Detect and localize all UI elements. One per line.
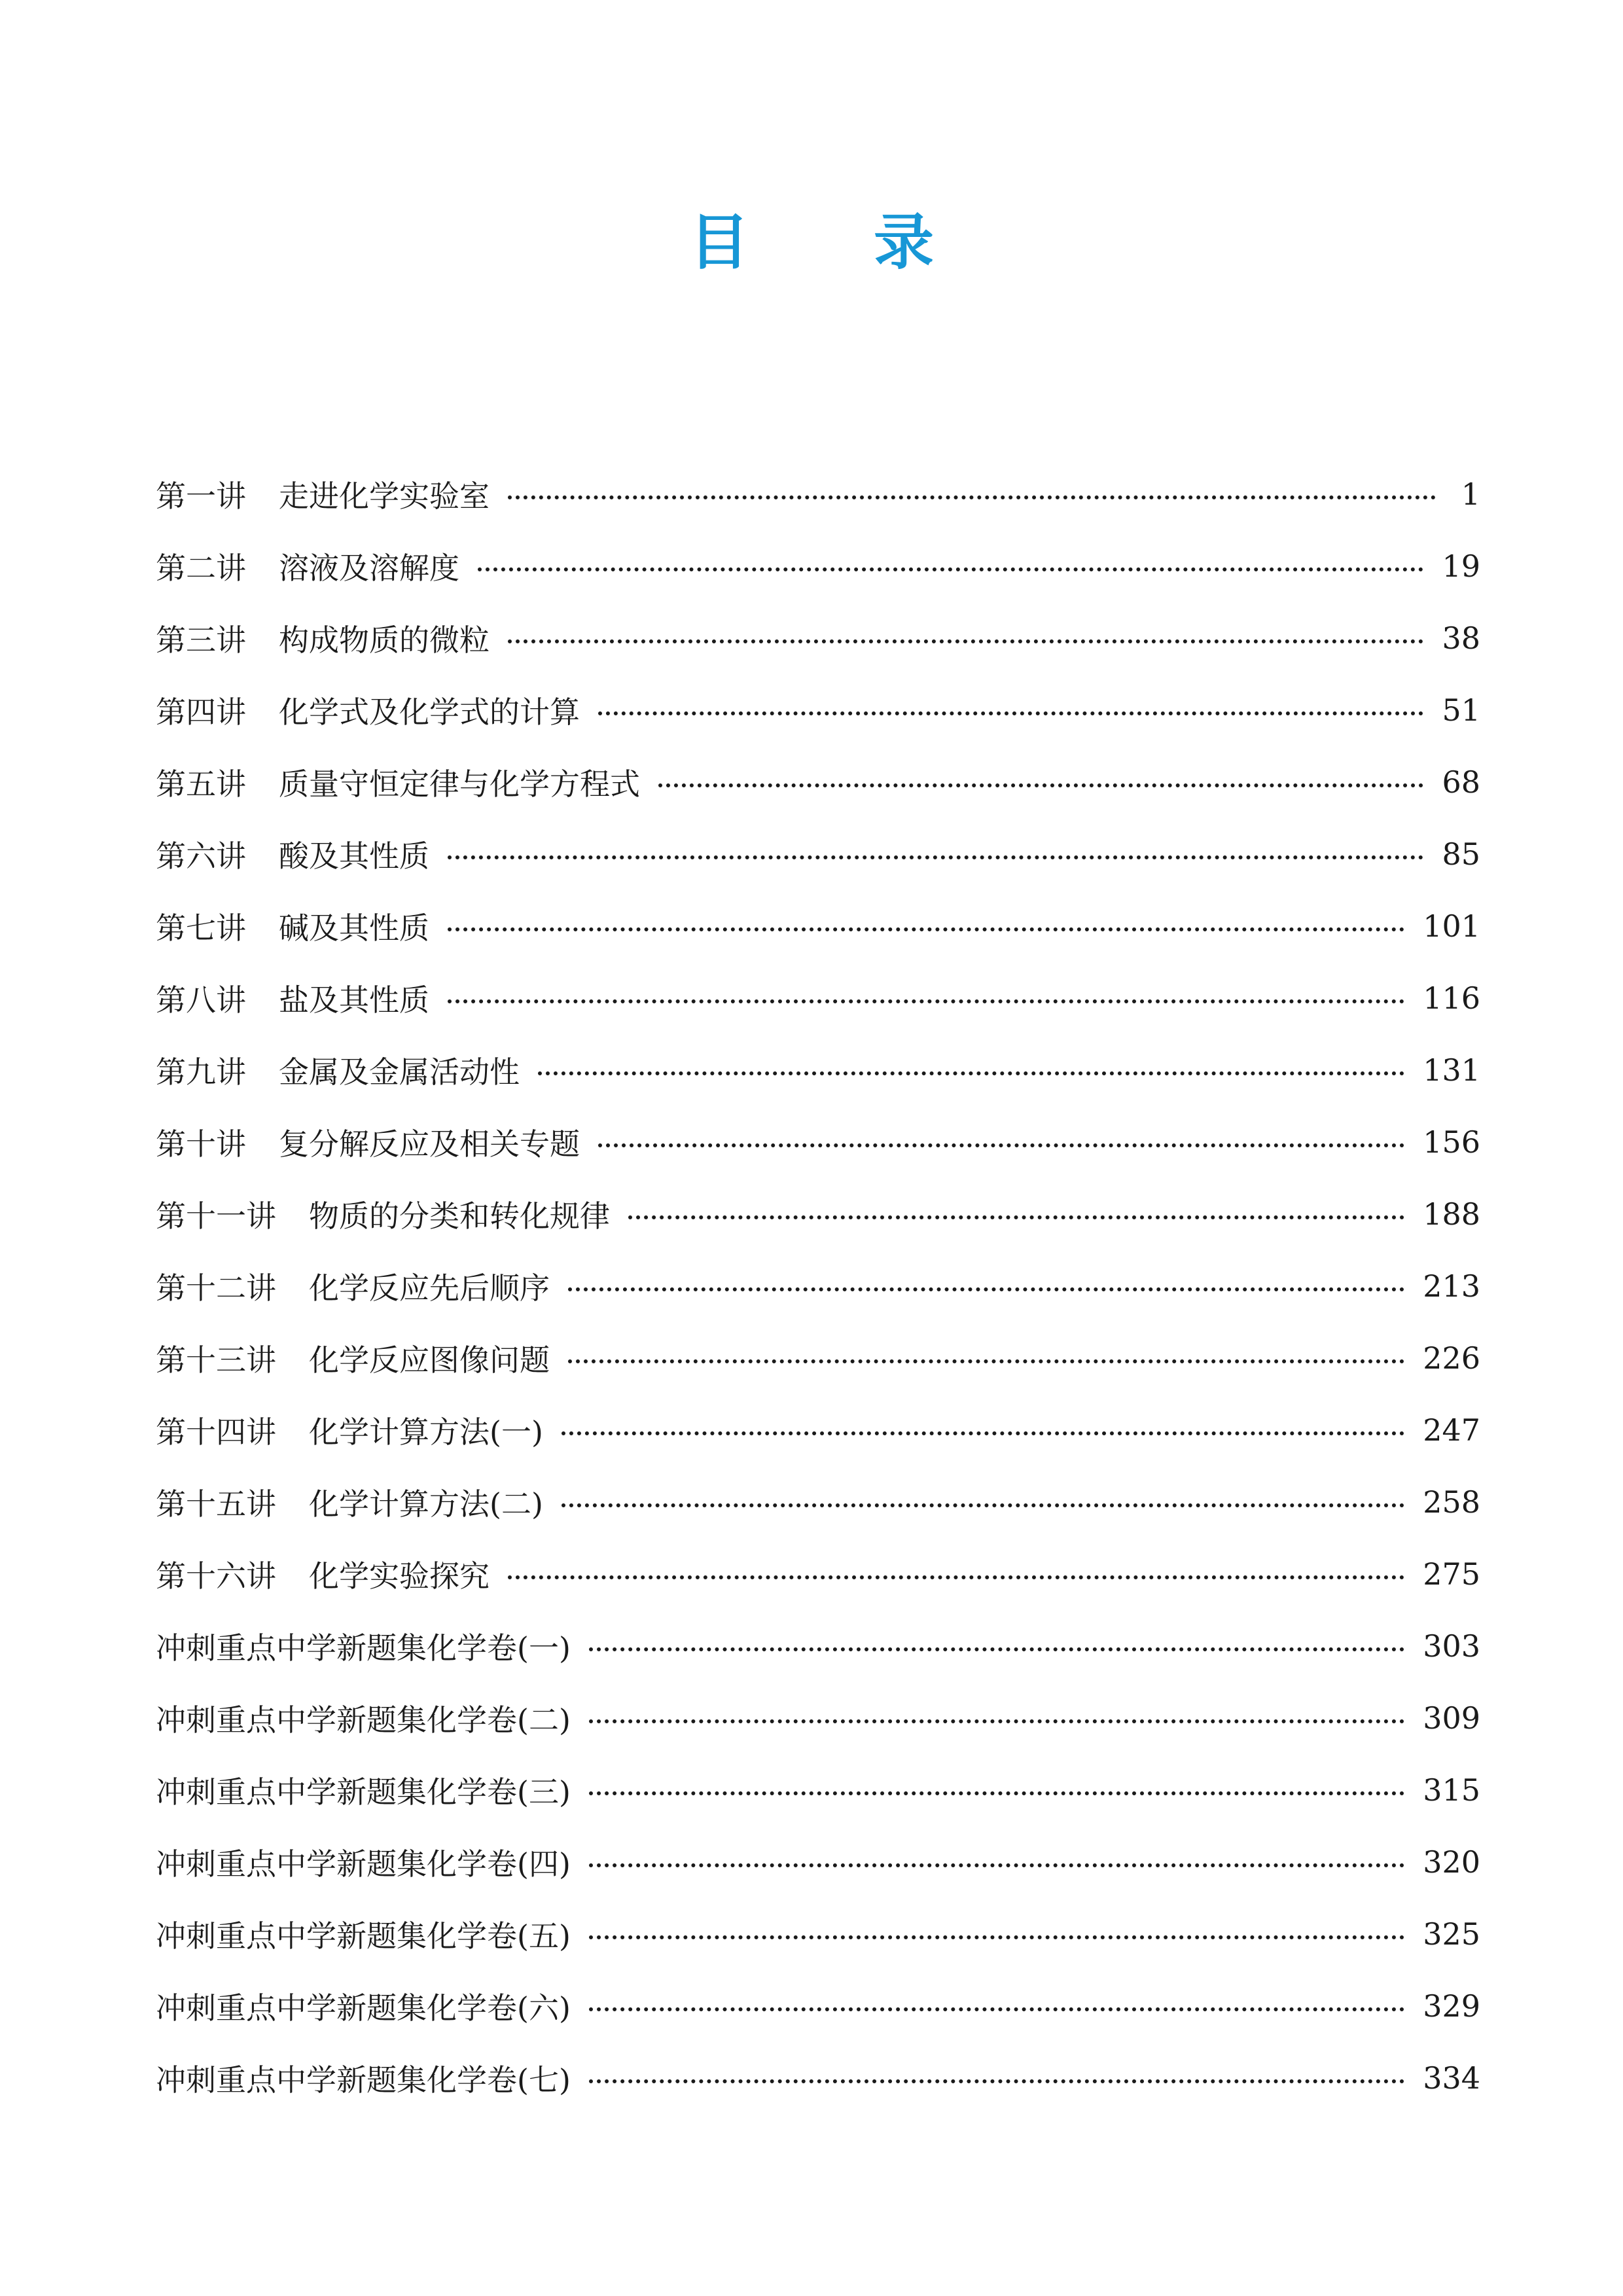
toc-chapter-number: 第十二讲 bbox=[156, 1270, 276, 1306]
toc-entry[interactable] bbox=[156, 1898, 1480, 1970]
toc-page-number: 226 bbox=[1423, 1340, 1480, 1376]
toc-page-number: 334 bbox=[1423, 2060, 1480, 2096]
toc-title: 冲刺重点中学新题集化学卷(三) bbox=[156, 1774, 571, 1810]
toc-page-number: 38 bbox=[1442, 620, 1480, 656]
toc-leader-dots bbox=[589, 2003, 1404, 2011]
toc-leader-dots bbox=[628, 1211, 1404, 1219]
toc-title: 物质的分类和转化规律 bbox=[309, 1198, 610, 1234]
toc-entry[interactable] bbox=[156, 1034, 1480, 1106]
toc-title: 碱及其性质 bbox=[279, 910, 429, 946]
toc-title: 冲刺重点中学新题集化学卷(五) bbox=[156, 1918, 571, 1954]
toc-title: 冲刺重点中学新题集化学卷(二) bbox=[156, 1702, 571, 1738]
toc-page-number: 131 bbox=[1423, 1052, 1480, 1088]
toc-title: 走进化学实验室 bbox=[279, 478, 490, 514]
toc-chapter-number: 第四讲 bbox=[156, 694, 246, 730]
toc-page-number: 320 bbox=[1423, 1844, 1480, 1880]
toc-title: 化学反应先后顺序 bbox=[309, 1270, 550, 1306]
toc-page-number: 315 bbox=[1423, 1772, 1480, 1808]
toc-title: 化学计算方法(一) bbox=[309, 1414, 543, 1450]
title-char-2: 录 bbox=[874, 207, 935, 278]
toc-leader-dots bbox=[589, 1859, 1404, 1867]
toc-leader-dots bbox=[448, 924, 1404, 931]
toc-entry[interactable] bbox=[156, 1466, 1480, 1538]
toc-page-number: 156 bbox=[1423, 1124, 1480, 1160]
toc-title: 质量守恒定律与化学方程式 bbox=[279, 766, 640, 802]
toc-chapter-number: 第十六讲 bbox=[156, 1558, 276, 1594]
toc-page-number: 303 bbox=[1423, 1628, 1480, 1664]
toc-page-number: 85 bbox=[1442, 836, 1480, 872]
toc-leader-dots bbox=[448, 996, 1404, 1003]
toc-chapter-number: 第六讲 bbox=[156, 838, 246, 874]
toc-entry[interactable] bbox=[156, 1538, 1480, 1610]
toc-leader-dots bbox=[478, 564, 1423, 571]
toc-leader-dots bbox=[562, 1499, 1404, 1507]
toc-title: 酸及其性质 bbox=[279, 838, 429, 874]
toc-entry[interactable] bbox=[156, 1394, 1480, 1466]
toc-chapter-number: 第二讲 bbox=[156, 550, 246, 586]
toc-page-number: 116 bbox=[1423, 980, 1480, 1016]
toc-entry[interactable] bbox=[156, 890, 1480, 962]
page-title bbox=[0, 203, 1623, 281]
toc-page-number: 309 bbox=[1423, 1700, 1480, 1736]
toc-title: 复分解反应及相关专题 bbox=[279, 1126, 580, 1162]
toc-title: 金属及金属活动性 bbox=[279, 1054, 520, 1090]
toc-chapter-number: 第一讲 bbox=[156, 478, 246, 514]
toc-leader-dots bbox=[508, 492, 1436, 499]
toc-title: 冲刺重点中学新题集化学卷(七) bbox=[156, 2062, 571, 2098]
toc-leader-dots bbox=[589, 1931, 1404, 1939]
toc-chapter-number: 第九讲 bbox=[156, 1054, 246, 1090]
toc-chapter-number: 第十讲 bbox=[156, 1126, 246, 1162]
toc-leader-dots bbox=[568, 1283, 1404, 1291]
toc-entry[interactable] bbox=[156, 674, 1480, 746]
toc-title: 构成物质的微粒 bbox=[279, 622, 490, 658]
toc-leader-dots bbox=[538, 1067, 1404, 1075]
toc-entry[interactable] bbox=[156, 1754, 1480, 1826]
toc-chapter-number: 第七讲 bbox=[156, 910, 246, 946]
toc-leader-dots bbox=[508, 1571, 1404, 1579]
toc-title: 冲刺重点中学新题集化学卷(一) bbox=[156, 1630, 571, 1666]
toc-entry[interactable] bbox=[156, 1682, 1480, 1754]
toc-title: 冲刺重点中学新题集化学卷(四) bbox=[156, 1846, 571, 1882]
toc-leader-dots bbox=[598, 1139, 1404, 1147]
toc-title: 溶液及溶解度 bbox=[279, 550, 459, 586]
toc-entry[interactable] bbox=[156, 1178, 1480, 1250]
toc-chapter-number: 第十三讲 bbox=[156, 1342, 276, 1378]
toc-entry[interactable] bbox=[156, 1826, 1480, 1898]
toc-leader-dots bbox=[589, 2075, 1404, 2083]
toc-entry[interactable] bbox=[156, 818, 1480, 890]
toc-entry[interactable] bbox=[156, 746, 1480, 818]
toc-title: 化学式及化学式的计算 bbox=[279, 694, 580, 730]
toc-page-number: 68 bbox=[1442, 764, 1480, 800]
toc-page-number: 1 bbox=[1461, 476, 1480, 512]
toc-leader-dots bbox=[508, 636, 1423, 643]
table-of-contents bbox=[156, 458, 1480, 2114]
toc-chapter-number: 第五讲 bbox=[156, 766, 246, 802]
toc-entry[interactable] bbox=[156, 530, 1480, 602]
toc-title: 化学反应图像问题 bbox=[309, 1342, 550, 1378]
toc-entry[interactable] bbox=[156, 1322, 1480, 1394]
toc-title: 化学计算方法(二) bbox=[309, 1486, 543, 1522]
toc-leader-dots bbox=[598, 708, 1423, 715]
toc-page-number: 188 bbox=[1423, 1196, 1480, 1232]
toc-entry[interactable] bbox=[156, 458, 1480, 530]
toc-leader-dots bbox=[589, 1643, 1404, 1651]
toc-page-number: 51 bbox=[1442, 692, 1480, 728]
toc-title: 化学实验探究 bbox=[309, 1558, 490, 1594]
toc-chapter-number: 第三讲 bbox=[156, 622, 246, 658]
toc-leader-dots bbox=[589, 1715, 1404, 1723]
toc-page-number: 247 bbox=[1423, 1412, 1480, 1448]
toc-entry[interactable] bbox=[156, 962, 1480, 1034]
toc-leader-dots bbox=[589, 1787, 1404, 1795]
toc-entry[interactable] bbox=[156, 1106, 1480, 1178]
toc-page-number: 325 bbox=[1423, 1916, 1480, 1952]
toc-page-number: 101 bbox=[1423, 908, 1480, 944]
toc-leader-dots bbox=[448, 852, 1423, 859]
toc-entry[interactable] bbox=[156, 1970, 1480, 2042]
toc-page-number: 275 bbox=[1423, 1556, 1480, 1592]
toc-page-number: 258 bbox=[1423, 1484, 1480, 1520]
toc-page-number: 213 bbox=[1423, 1268, 1480, 1304]
toc-chapter-number: 第十四讲 bbox=[156, 1414, 276, 1450]
toc-entry[interactable] bbox=[156, 1250, 1480, 1322]
toc-title: 盐及其性质 bbox=[279, 982, 429, 1018]
toc-chapter-number: 第十一讲 bbox=[156, 1198, 276, 1234]
toc-entry[interactable] bbox=[156, 1610, 1480, 1682]
toc-chapter-number: 第十五讲 bbox=[156, 1486, 276, 1522]
toc-entry[interactable] bbox=[156, 602, 1480, 674]
toc-page-number: 329 bbox=[1423, 1988, 1480, 2024]
toc-leader-dots bbox=[562, 1427, 1404, 1435]
toc-entry[interactable] bbox=[156, 2042, 1480, 2114]
toc-page-number: 19 bbox=[1442, 548, 1480, 584]
toc-title: 冲刺重点中学新题集化学卷(六) bbox=[156, 1990, 571, 2026]
toc-leader-dots bbox=[658, 780, 1423, 787]
title-char-1: 目 bbox=[688, 207, 749, 278]
toc-leader-dots bbox=[568, 1355, 1404, 1363]
toc-chapter-number: 第八讲 bbox=[156, 982, 246, 1018]
